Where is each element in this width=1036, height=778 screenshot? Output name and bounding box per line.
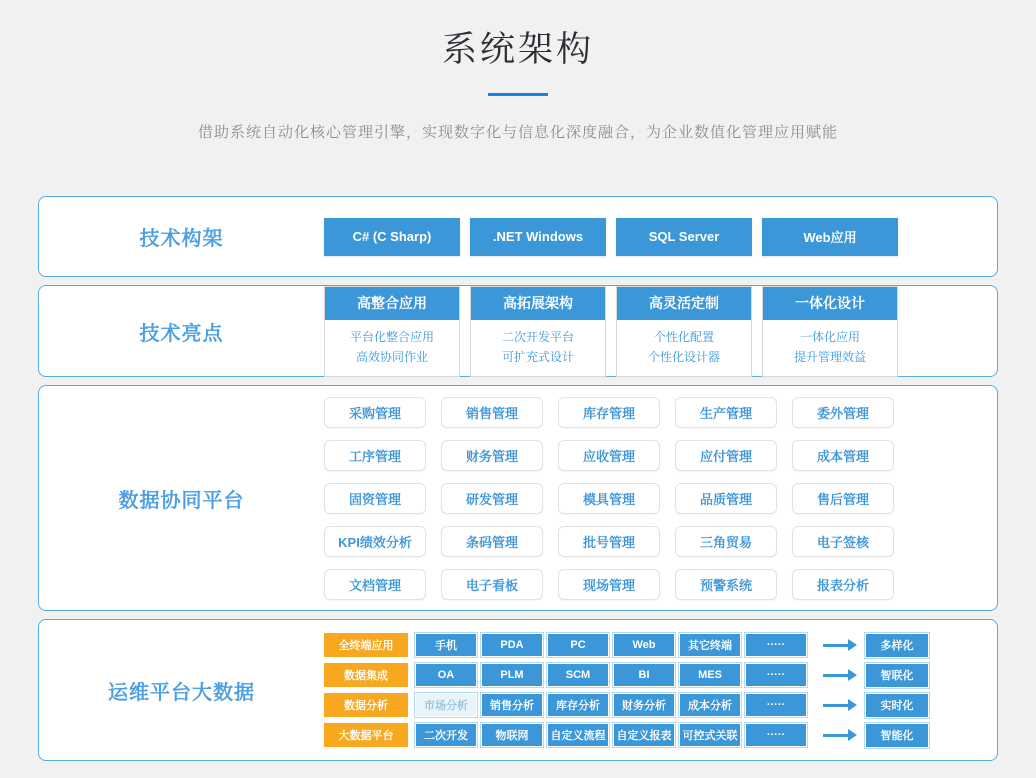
module-button[interactable]: 采购管理 <box>324 397 426 428</box>
result-button[interactable]: 智联化 <box>865 663 929 688</box>
terminal-button[interactable]: PDA <box>481 633 543 657</box>
highlight-card-line: 二次开发平台 <box>501 329 574 344</box>
dots-button[interactable]: ····· <box>745 693 807 717</box>
highlight-card-row <box>324 286 898 377</box>
module-button[interactable]: 报表分析 <box>792 569 894 600</box>
arrow-right-icon <box>823 644 849 647</box>
bigdata-row-platform <box>324 723 929 748</box>
bigdata-row-integration <box>324 663 929 688</box>
panel-tech-stack <box>38 196 998 277</box>
module-button[interactable]: 电子看板 <box>441 569 543 600</box>
bigdata-row-analysis <box>324 693 929 718</box>
terminal-button[interactable]: PC <box>547 633 609 657</box>
module-button[interactable]: 应收管理 <box>558 440 660 471</box>
arrow-right-icon <box>823 674 849 677</box>
module-grid <box>324 397 894 600</box>
terminal-button[interactable]: 市场分析 <box>415 693 477 717</box>
module-button[interactable]: 批号管理 <box>558 526 660 557</box>
terminal-button[interactable]: 销售分析 <box>481 693 543 717</box>
terminal-button[interactable]: BI <box>613 663 675 687</box>
terminal-button[interactable]: MES <box>679 663 741 687</box>
arrow-right-icon <box>823 704 849 707</box>
module-button[interactable]: 生产管理 <box>675 397 777 428</box>
highlight-card-title: 一体化设计 <box>763 287 897 320</box>
terminal-button[interactable]: Web <box>613 633 675 657</box>
tech-button-row <box>324 218 898 256</box>
module-button[interactable]: 条码管理 <box>441 526 543 557</box>
module-button[interactable]: 销售管理 <box>441 397 543 428</box>
category-tag: 全终端应用 <box>324 633 408 657</box>
terminal-button[interactable]: 自定义流程 <box>547 723 609 747</box>
terminal-button[interactable]: 其它终端 <box>679 633 741 657</box>
dots-button[interactable]: ····· <box>745 723 807 747</box>
data-platform-label: 数据协同平台 <box>118 489 245 512</box>
highlight-card-title: 高灵活定制 <box>617 287 751 320</box>
terminal-button[interactable]: 物联网 <box>481 723 543 747</box>
result-button[interactable]: 实时化 <box>865 693 929 718</box>
highlight-card-flexibility[interactable] <box>616 286 752 377</box>
module-button[interactable]: 文档管理 <box>324 569 426 600</box>
category-tag: 数据分析 <box>324 693 408 717</box>
module-button[interactable]: 固资管理 <box>324 483 426 514</box>
page-title: 系统架构 <box>441 30 594 69</box>
terminal-button[interactable]: 库存分析 <box>547 693 609 717</box>
module-button[interactable]: 应付管理 <box>675 440 777 471</box>
tech-button-web[interactable]: Web应用 <box>762 218 898 256</box>
bigdata-rows <box>324 633 929 748</box>
highlight-card-integration[interactable] <box>324 286 460 377</box>
module-button[interactable]: 电子签核 <box>792 526 894 557</box>
module-button[interactable]: 预警系统 <box>675 569 777 600</box>
bigdata-label: 运维平台大数据 <box>108 681 255 704</box>
terminal-button[interactable]: 成本分析 <box>679 693 741 717</box>
panel-bigdata <box>38 619 998 761</box>
highlight-card-line: 一体化应用 <box>799 329 860 344</box>
highlight-card-line: 可扩充式设计 <box>501 349 574 364</box>
highlight-card-title: 高整合应用 <box>325 287 459 320</box>
highlight-card-unified[interactable] <box>762 286 898 377</box>
tech-button-sqlserver[interactable]: SQL Server <box>616 218 752 256</box>
highlight-card-line: 高效协同作业 <box>355 349 428 364</box>
result-button[interactable]: 智能化 <box>865 723 929 748</box>
arrow-right-icon <box>823 734 849 737</box>
module-button[interactable]: 成本管理 <box>792 440 894 471</box>
hero-section <box>0 0 1036 142</box>
module-button[interactable]: 三角贸易 <box>675 526 777 557</box>
module-button[interactable]: 工序管理 <box>324 440 426 471</box>
highlights-label: 技术亮点 <box>139 322 224 345</box>
title-underline <box>488 93 548 96</box>
highlight-card-line: 个性化配置 <box>653 329 714 344</box>
module-button[interactable]: 品质管理 <box>675 483 777 514</box>
highlight-card-line: 平台化整合应用 <box>349 329 434 344</box>
terminal-button[interactable]: 自定义报表 <box>613 723 675 747</box>
highlight-card-line: 提升管理效益 <box>793 349 866 364</box>
panel-data-platform <box>38 385 998 611</box>
panel-highlights <box>38 285 998 377</box>
module-button[interactable]: 库存管理 <box>558 397 660 428</box>
tech-button-csharp[interactable]: C# (C Sharp) <box>324 218 460 256</box>
terminal-button[interactable]: OA <box>415 663 477 687</box>
module-button[interactable]: 研发管理 <box>441 483 543 514</box>
category-tag: 数据集成 <box>324 663 408 687</box>
highlight-card-extensibility[interactable] <box>470 286 606 377</box>
highlight-card-title: 高拓展架构 <box>471 287 605 320</box>
highlight-card-line: 个性化设计器 <box>647 349 720 364</box>
terminal-button[interactable]: PLM <box>481 663 543 687</box>
terminal-button[interactable]: 二次开发 <box>415 723 477 747</box>
module-button[interactable]: 财务管理 <box>441 440 543 471</box>
module-button[interactable]: 委外管理 <box>792 397 894 428</box>
terminal-button[interactable]: 可控式关联 <box>679 723 741 747</box>
bigdata-row-terminals <box>324 633 929 658</box>
terminal-button[interactable]: 财务分析 <box>613 693 675 717</box>
dots-button[interactable]: ····· <box>745 633 807 657</box>
dots-button[interactable]: ····· <box>745 663 807 687</box>
tech-button-dotnet[interactable]: .NET Windows <box>470 218 606 256</box>
module-button[interactable]: 售后管理 <box>792 483 894 514</box>
result-button[interactable]: 多样化 <box>865 633 929 658</box>
terminal-button[interactable]: SCM <box>547 663 609 687</box>
module-button[interactable]: KPI绩效分析 <box>324 526 426 557</box>
module-button[interactable]: 现场管理 <box>558 569 660 600</box>
category-tag: 大数据平台 <box>324 723 408 747</box>
module-button[interactable]: 模具管理 <box>558 483 660 514</box>
tech-stack-label: 技术构架 <box>139 228 224 250</box>
terminal-button[interactable]: 手机 <box>415 633 477 657</box>
page-subtitle: 借助系统自动化核心管理引擎，实现数字化与信息化深度融合，为企业数值化管理应用赋能 <box>197 124 838 141</box>
